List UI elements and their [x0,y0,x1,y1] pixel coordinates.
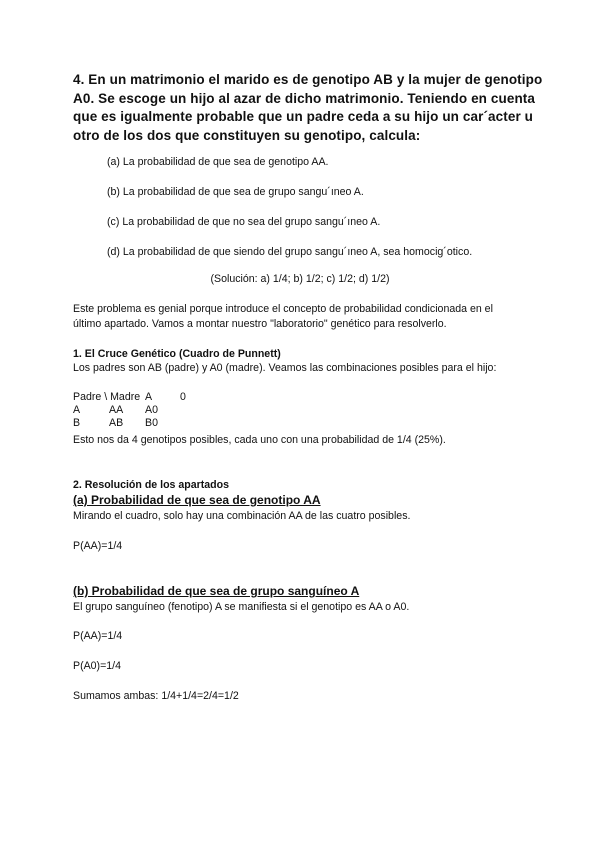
question-marker: (d) [107,246,120,258]
section-1-text: Los padres son AB (padre) y A0 (madre). Veamos las combinaciones posibles para el hijo: [73,362,497,374]
question-marker: (b) [107,186,120,198]
part-a-heading: (a) Probabilidad de que sea de genotipo AA [73,493,321,507]
punnett-row-header: A [73,404,81,416]
question-item-c [107,216,380,228]
part-b-prob-aa: P(AA)=1/4 [73,630,123,642]
question-marker: (a) [107,156,120,168]
question-text: La probabilidad de que siendo del grupo sangu´ıneo A, sea homocig´otico. [122,246,473,258]
part-b-heading: (b) Probabilidad de que sea de grupo sanguíneo A [73,584,360,598]
question-text: La probabilidad de que no sea del grupo sangu´ıneo A. [122,216,381,228]
question-text: La probabilidad de que sea de grupo sangu´ıneo A. [122,186,364,198]
punnett-row-header: B [73,417,81,429]
punnett-cell: AA [109,404,124,416]
intro-line: Este problema es genial porque introduce el concepto de probabilidad condicionada en el [73,303,493,315]
punnett-corner: Padre \ Madre [73,391,141,403]
problem-line: A0. Se escoge un hijo al azar de dicho matrimonio. Teniendo en cuenta [73,90,535,106]
problem-line: que es igualmente probable que un padre ceda a su hijo un car´acter u [73,109,534,124]
punnett-col-header: A [145,391,153,403]
section-2-title: 2. Resolución de los apartados [73,479,230,491]
section-1-title: 1. El Cruce Genético (Cuadro de Punnett) [73,348,281,360]
question-marker: (c) [107,216,120,228]
intro-line: último apartado. Vamos a montar nuestro "laboratorio" genético para resolverlo. [73,318,447,330]
question-item-a [107,156,328,168]
problem-line: 4. En un matrimonio el marido es de genotipo AB y la mujer de genotipo [73,72,543,87]
punnett-cell: A0 [145,404,158,416]
problem-line: otro de los dos que constituyen su genotipo, calcula: [73,127,421,143]
punnett-cell: AB [109,417,124,429]
part-a-text: Mirando el cuadro, solo hay una combinación AA de las cuatro posibles. [73,510,411,522]
punnett-col-header: 0 [180,391,186,403]
question-text: La probabilidad de que sea de genotipo AA. [122,156,329,168]
solution-line: (Solución: a) 1/4; b) 1/2; c) 1/2; d) 1/2) [210,273,390,285]
summary-line: Esto nos da 4 genotipos posibles, cada uno con una probabilidad de 1/4 (25%). [73,434,446,446]
part-a-result: P(AA)=1/4 [73,540,123,552]
punnett-cell: B0 [145,417,158,429]
question-item-b [107,186,364,198]
part-b-text: El grupo sanguíneo (fenotipo) A se manifiesta si el genotipo es AA o A0. [73,601,410,613]
question-item-d [107,246,472,258]
part-b-sum: Sumamos ambas: 1/4+1/4=2/4=1/2 [73,690,239,702]
problem-statement [73,71,543,145]
part-b-prob-a0: P(A0)=1/4 [73,660,121,672]
